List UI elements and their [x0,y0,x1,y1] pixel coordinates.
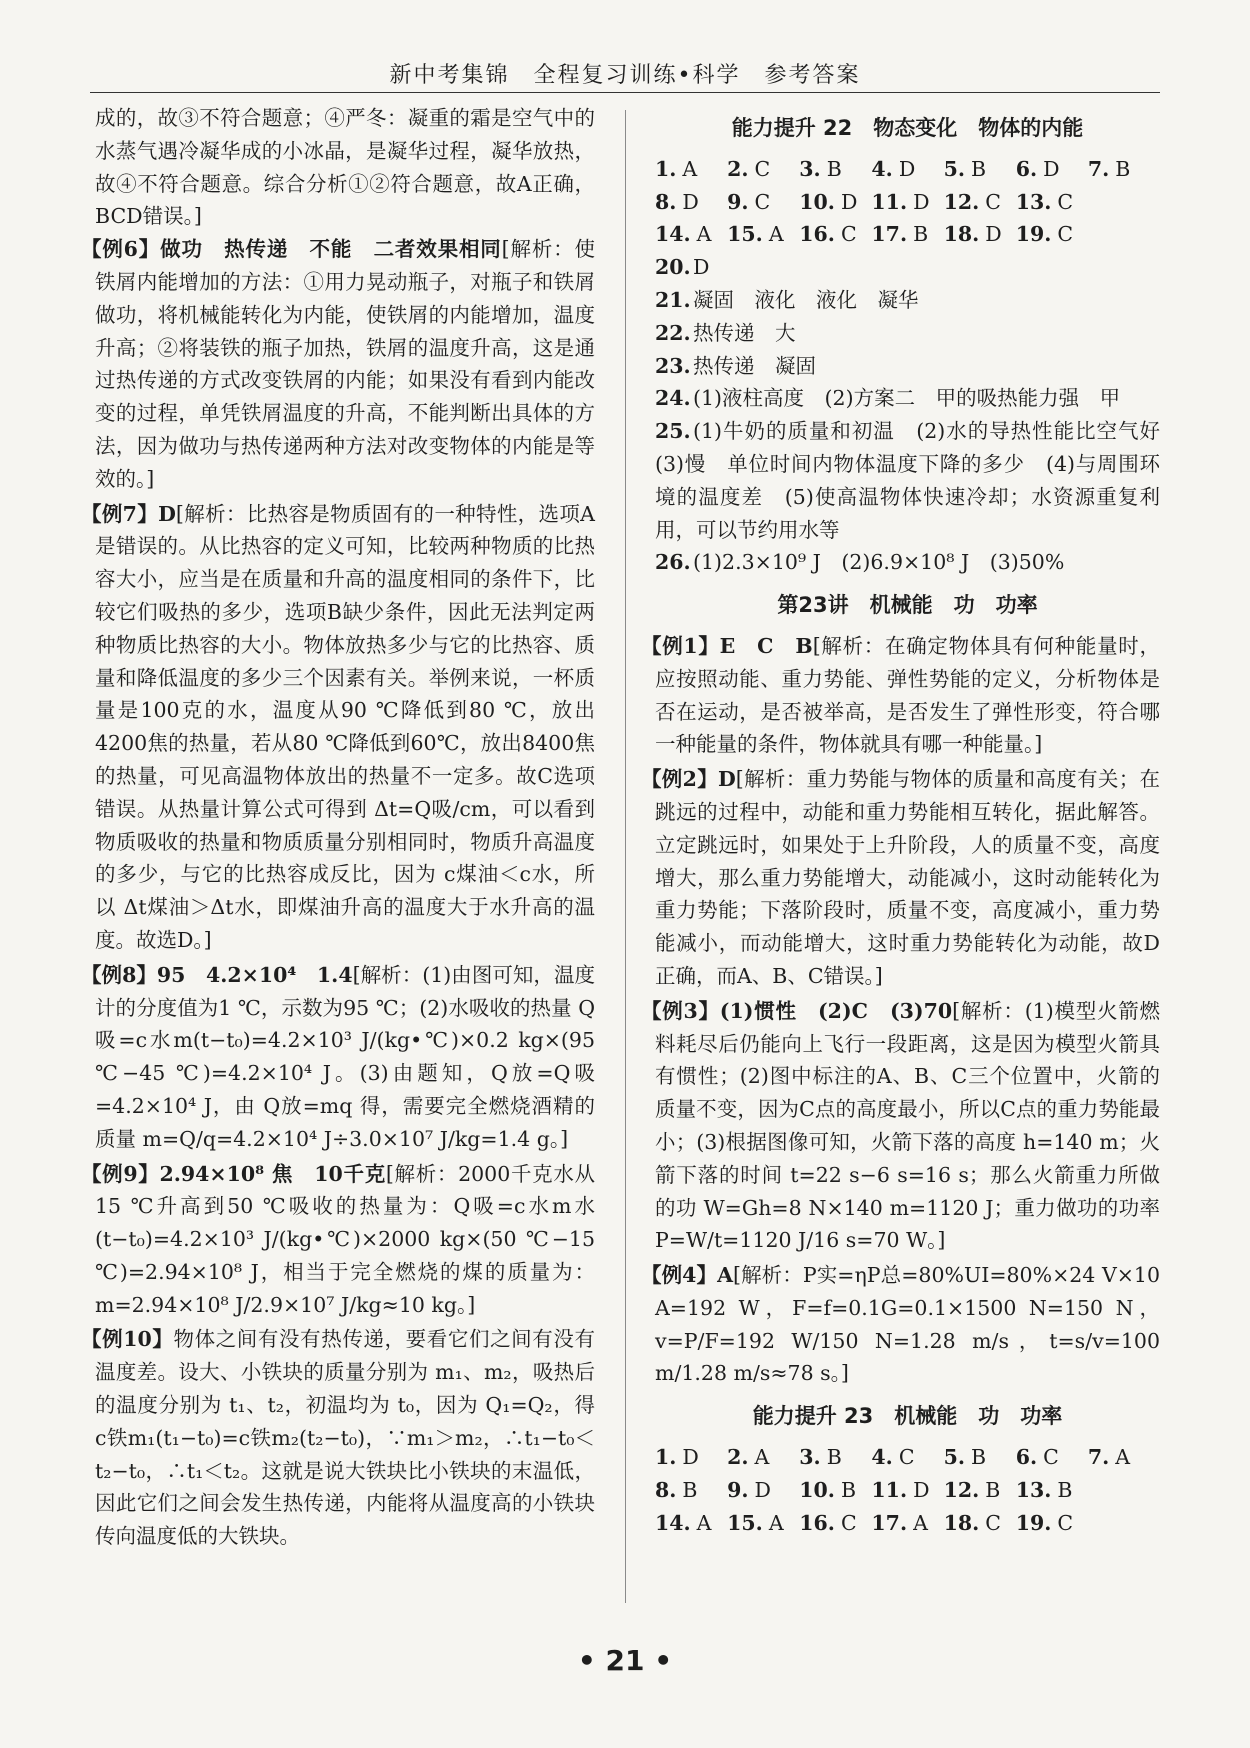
example-paragraph [641,995,1161,1257]
answer-letter: A [696,1510,712,1535]
answer-text: 热传递 大 [693,320,796,345]
answer-letter: B [826,1445,842,1470]
question-number: 4. [871,156,893,181]
example-paragraph [641,1259,1161,1390]
answer-letter: B [840,1477,857,1502]
answer-letter: C [840,222,857,247]
mc-answer [655,153,727,186]
answer-line [655,350,1160,383]
question-number: 12. [943,1477,980,1502]
question-number: 23. [655,353,691,378]
question-number: 9. [727,1477,749,1502]
mc-answer [871,1474,943,1507]
example-paragraph [81,1158,596,1322]
mc-answer [727,186,799,219]
question-number: 7. [1087,156,1110,181]
question-number: 14. [655,1510,691,1535]
example-explanation: [解析：(1)模型火箭燃料耗尽后仍能向上飞行一段距离，这是因为模型火箭具有惯性；(2)图中标注的A、B、C三个位置中，火箭的质量不变，因为C点的高度最小，所以C点的重力势能最小；(3)根据图像可知，火箭下落的高度 h=140 m；火箭下落的时间 t=22 s−6 s=16 s；那么火箭重力所做的功 W=Gh=8 N×140 m=1120 J；重力做功的功率 P=W/t=1120 J/16 s=70 W。] [655,998,1161,1253]
right-examples [641,630,1161,1390]
example-paragraph [641,630,1160,761]
mc-answer [1088,1474,1160,1507]
example-paragraph [81,233,596,495]
mc-answer [1088,153,1160,186]
question-number: 24. [655,386,691,411]
example-answer: 2.94×10⁸ 焦 10千克 [159,1161,386,1186]
mc-answer [871,153,943,186]
answer-letter: A [754,1445,770,1470]
answer-letter: B [826,156,842,181]
answer-letter: D [1043,156,1060,181]
mc-answer [871,218,943,251]
answer-letter: D [754,1477,771,1502]
example-answer: D [158,501,176,526]
mc-answer [727,1474,799,1507]
example-tag: 【例1】 [641,633,720,658]
mc-answer [727,218,799,251]
example-paragraph [81,1323,596,1553]
intro-paragraph: 成的，故③不符合题意；④严冬：凝重的霜是空气中的水蒸气遇冷凝华成的小冰晶，是凝华过程，凝华放热，故④不符合题意。综合分析①②符合题意，故A正确，BCD错误。] [95,106,595,229]
example-explanation: [解析：使铁屑内能增加的方法：①用力晃动瓶子，对瓶子和铁屑做功，将机械能转化为内能，使铁屑的内能增加，温度升高；②将装铁的瓶子加热，铁屑的温度升高，这是通过热传递的方式改变铁屑的内能；如果没有看到内能改变的过程，单凭铁屑温度的升高，不能判断出具体的方法，因为做功与热传递两种方法对改变物体的内能是等效的。] [95,237,596,491]
answer-letter: C [754,189,771,214]
mc-answer [799,1474,871,1507]
example-answer: A [717,1263,734,1288]
question-number: 10. [799,1477,835,1502]
mc-answer [1088,1507,1160,1540]
mc-answers-22 [655,153,1160,251]
mc-answer [655,218,727,251]
mc-answer [1016,1441,1088,1474]
question-number: 2. [727,1445,749,1470]
question-number: 2. [727,156,749,181]
example-answer: E C B [719,633,813,658]
question-number: 3. [799,1445,821,1470]
example-paragraph [81,498,595,957]
answer-line [655,317,1160,350]
question-number: 3. [799,156,821,181]
header-rule [90,92,1160,93]
mc-answer [1088,1441,1160,1474]
answer-letter: A [768,1510,784,1535]
mc-answer [871,1507,943,1540]
answer-letter: D [985,222,1002,247]
answer-line [655,284,1160,317]
question-number: 10. [799,189,835,214]
mc-answer [944,1507,1016,1540]
answer-letter: A [913,1510,928,1535]
answer-letter: B [970,1445,987,1470]
answer-letter: C [840,1510,857,1535]
example-tag: 【例9】 [81,1161,160,1186]
answer-text: (1)2.3×10⁹ J (2)6.9×10⁸ J (3)50% [693,550,1065,575]
question-number: 17. [871,222,908,247]
mc-answer [871,1441,943,1474]
answer-text: (1)液柱高度 (2)方案二 甲的吸热能力强 甲 [693,386,1121,411]
mc-answer [655,1441,727,1474]
answer-letter: C [985,1510,1001,1535]
example-answer: 95 4.2×10⁴ 1.4 [156,962,353,987]
question-number: 18. [943,1510,980,1535]
left-column [81,102,596,1628]
answer-line [655,382,1160,415]
answer-letter: C [1043,1445,1059,1470]
answer-letter: B [985,1477,1001,1502]
mc-answer [727,153,799,186]
answer-text: 凝固 液化 液化 凝华 [693,287,919,312]
mc-answer [727,1441,799,1474]
answer-line [655,546,1160,579]
lecture-23-title: 第23讲 机械能 功 功率 [777,593,1038,618]
example-tag: 【例3】 [641,998,720,1023]
mc-answer [1016,218,1088,251]
question-number: 21. [655,287,691,312]
question-number: 22. [655,320,691,345]
mc-answer [1016,1474,1088,1507]
question-number: 1. [655,156,677,181]
answer-letter: C [985,189,1001,214]
question-number: 15. [727,1510,763,1535]
answer-text: 热传递 凝固 [693,353,816,378]
mc-answer [944,218,1016,251]
mc-answer [799,186,871,219]
answer-letter: B [1057,1477,1073,1502]
answer-text: (1)牛奶的质量和初温 (2)水的导热性能比空气好 (3)慢 单位时间内物体温度下降的多少 (4)与周围环境的温度差 (5)使高温物体快速冷却；水资源重复利用，可以节约用水等 [655,419,1181,542]
answer-letter: A [696,222,712,247]
section-22-title: 能力提升 22 物态变化 物体的内能 [731,116,1084,140]
answer-letter: D [898,156,916,181]
question-number: 14. [655,222,691,247]
mc-answers-23 [655,1441,1160,1539]
right-column [641,102,1181,1628]
example-tag: 【例2】 [641,767,719,792]
question-number: 17. [871,1510,908,1535]
mc-answer [944,1441,1016,1474]
section-23-title: 能力提升 23 机械能 功 功率 [752,1404,1063,1429]
question-number: 6. [1015,156,1038,181]
example-tag: 【例8】 [81,962,157,987]
example-tag: 【例7】 [81,501,159,526]
question-number: 7. [1087,1445,1110,1470]
answer-letter: C [1057,1510,1074,1535]
example-explanation: [解析：P实=ηP总=80%UI=80%×24 V×10 A=192 W，F=f=0.1G=0.1×1500 N=150 N，v=P/F=192 W/150 N=1.28 m/s，t=s/v=100 m/1.28 m/s≈78 s。] [655,1263,1161,1386]
answer-line [655,251,1160,284]
question-number: 15. [727,222,763,247]
mc-answer [1088,186,1160,219]
example-tag: 【例6】 [81,237,161,262]
question-number: 8. [655,1477,677,1502]
question-number: 11. [871,189,908,214]
question-number: 8. [655,189,677,214]
answer-letter: A [682,156,698,181]
mc-answer [655,1507,727,1540]
question-number: 6. [1015,1445,1038,1470]
mc-answer [655,1474,727,1507]
example-answer: 做功 热传递 不能 二者效果相同 [160,237,502,262]
mc-answer [727,1507,799,1540]
question-number: 12. [943,189,980,214]
question-number: 11. [871,1477,908,1502]
answer-text: D [693,255,710,280]
question-number: 18. [943,222,980,247]
mc-answer [1088,218,1160,251]
mc-answer [871,186,943,219]
answer-letter: D [840,189,858,214]
mc-answer [1016,186,1088,219]
question-number: 19. [1015,222,1052,247]
question-number: 9. [727,189,749,214]
example-explanation: [解析：比热容是物质固有的一种特性，选项A是错误的。从比热容的定义可知，比较两种物质的比热容大小，应当是在质量和升高的温度相同的条件下，比较它们吸热的多少，选项B缺少条件，因此无法判定两种物质比热容的大小。物体放热多少与它的比热容、质量和降低温度的多少三个因素有关。举例来说，一杯质量是100克的水，温度从90 ℃降低到80 ℃，放出4200焦的热量，若从80 ℃降低到60℃，放出8400焦的热量，可见高温物体放出的热量不一定多。故C选项错误。从热量计算公式可得到 Δt=Q吸/cm，可以看到物质吸收的热量和物质质量分别相同时，物质升高温度的多少，与它的比热容成反比，因为 c煤油＜c水，所以 Δt煤油＞Δt水，即煤油升高的温度大于水升高的温度。故选D。] [95,501,595,952]
mc-answer [1016,1507,1088,1540]
example-explanation: [解析：在确定物体具有何种能量时，应按照动能、重力势能、弹性势能的定义，分析物体是否在运动，是否被举高，是否发生了弹性形变，符合哪一种能量的条件，物体就具有哪一种能量。] [655,633,1160,757]
answer-letter: D [913,1477,930,1502]
question-number: 1. [655,1445,677,1470]
mc-answer [655,186,727,219]
answers-22 [655,251,1181,579]
answer-letter: C [1057,222,1074,247]
question-number: 5. [943,1445,965,1470]
example-paragraph [641,763,1161,993]
answer-letter: D [682,189,699,214]
answer-letter: C [898,1445,915,1470]
answer-letter: C [1057,189,1074,214]
example-explanation: 物体之间有没有热传递，要看它们之间有没有温度差。设大、小铁块的质量分别为 m₁、m₂，吸热后的温度分别为 t₁、t₂，初温均为 t₀，因为 Q₁=Q₂，得 c铁m₁(t₁−t₀)=c铁m₂(t₂−t₀)，∵m₁＞m₂，∴t₁−t₀＜t₂−t₀，∴t₁＜t₂。这就是说大铁块比小铁块的末温低，因此它们之间会发生热传递，内能将从温度高的小铁块传向温度低的大铁块。 [95,1327,596,1549]
mc-answer [944,1474,1016,1507]
answer-letter: A [768,222,784,247]
answer-line [655,415,1181,546]
column-divider [625,110,626,1603]
question-number: 16. [799,222,835,247]
question-number: 13. [1015,189,1052,214]
example-tag: 【例4】 [641,1263,718,1288]
mc-answer [799,218,871,251]
answer-letter: B [1115,156,1131,181]
mc-answer [799,1507,871,1540]
mc-answer [1016,153,1088,186]
left-examples [81,233,596,1553]
question-number: 16. [799,1510,835,1535]
example-explanation: [解析：2000千克水从15 ℃升高到50 ℃吸收的热量为：Q吸=c水m水(t−t₀)=4.2×10³ J/(kg•℃)×2000 kg×(50 ℃−15 ℃)=2.94×10⁸ J，相当于完全燃烧的煤的质量为：m=2.94×10⁸ J/2.9×10⁷ J/kg≈10 kg。] [95,1161,596,1317]
answer-letter: B [970,156,987,181]
answer-letter: B [913,222,929,247]
answer-letter: C [754,156,771,181]
page-number: • 21 • [577,1644,673,1677]
question-number: 20. [655,255,691,280]
mc-answer [799,153,871,186]
question-number: 19. [1015,1510,1052,1535]
mc-answer [944,186,1016,219]
example-answer: (1)惯性 (2)C (3)70 [719,998,953,1023]
example-explanation: [解析：重力势能与物体的质量和高度有关；在跳远的过程中，动能和重力势能相互转化，据此解答。立定跳远时，如果处于上升阶段，人的质量不变，高度增大，那么重力势能增大，动能减小，这时动能转化为重力势能；下落阶段时，质量不变，高度减小，重力势能减小，而动能增大，这时重力势能转化为动能，故D正确，而A、B、C错误。] [655,767,1161,988]
mc-answer [944,153,1016,186]
answer-letter: B [682,1477,698,1502]
example-explanation: [解析：(1)由图可知，温度计的分度值为1 ℃，示数为95 ℃；(2)水吸收的热量 Q吸=c水m(t−t₀)=4.2×10³ J/(kg•℃)×0.2 kg×(95 ℃−45 ℃)=4.2×10⁴ J。(3)由题知，Q放=Q吸=4.2×10⁴ J，由 Q放=mq 得，需要完全燃烧酒精的质量 m=Q/q=4.2×10⁴ J÷3.0×10⁷ J/kg=1.4 g。] [95,962,596,1151]
example-answer: D [718,767,736,792]
question-number: 26. [655,550,691,575]
question-number: 13. [1015,1477,1052,1502]
question-number: 25. [655,419,691,444]
example-tag: 【例10】 [81,1327,174,1352]
answer-letter: A [1115,1445,1131,1470]
mc-answer [799,1441,871,1474]
example-paragraph [81,959,596,1156]
question-number: 4. [871,1445,893,1470]
question-number: 5. [943,156,965,181]
page-header: 新中考集锦 全程复习训练•科学 参考答案 [389,63,861,88]
answer-letter: D [913,189,930,214]
answer-letter: D [682,1445,699,1470]
